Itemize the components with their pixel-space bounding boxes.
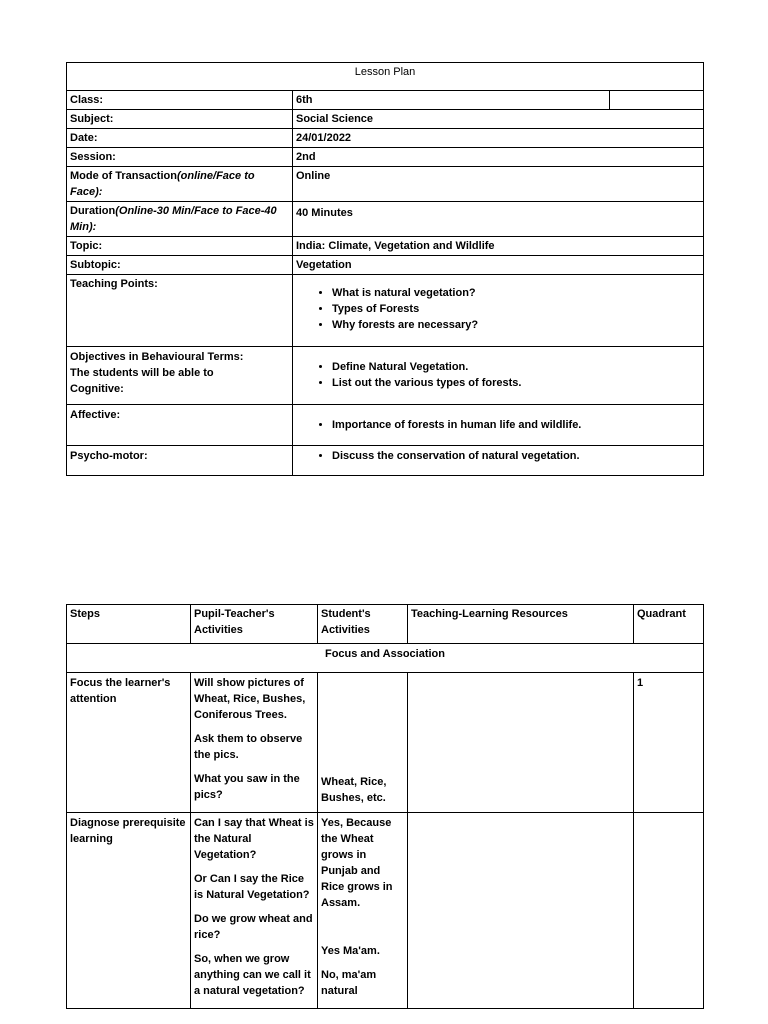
objectives-label-line: Cognitive: xyxy=(70,383,124,395)
teacher-activity: What you saw in the pics? xyxy=(194,773,300,801)
header-steps: Steps xyxy=(67,605,191,644)
section-title: Focus and Association xyxy=(67,644,704,673)
duration-label-italic: (Online-30 Min/Face to Face-40 Min): xyxy=(70,205,277,233)
psychomotor-label: Psycho-motor: xyxy=(67,446,293,476)
teacher-activities-diagnose xyxy=(191,813,318,1009)
quadrant-diagnose xyxy=(634,813,704,1009)
subtopic-value: Vegetation xyxy=(293,256,704,275)
psychomotor-cell xyxy=(293,446,704,476)
steps-table xyxy=(66,604,704,1009)
teacher-activity: Can I say that Wheat is the Natural Vegetation? xyxy=(194,817,314,861)
session-label: Session: xyxy=(67,148,293,167)
student-activities-focus xyxy=(318,673,408,813)
student-activities-diagnose xyxy=(318,813,408,1009)
list-item: • What is natural vegetation? xyxy=(332,285,700,301)
resources-focus xyxy=(408,673,634,813)
affective-label: Affective: xyxy=(67,405,293,446)
class-label: Class: xyxy=(67,91,293,110)
teacher-activity: Or Can I say the Rice is Natural Vegetation? xyxy=(194,873,310,901)
student-activity: Wheat, Rice, Bushes, etc. xyxy=(321,776,387,804)
teacher-activity: Will show pictures of Wheat, Rice, Bushes, Coniferous Trees. xyxy=(194,677,306,721)
topic-label: Topic: xyxy=(67,237,293,256)
objectives-label xyxy=(67,347,293,405)
duration-label xyxy=(67,202,293,237)
mode-label xyxy=(67,167,293,202)
teacher-activities-focus xyxy=(191,673,318,813)
mode-label-italic: (online/Face to Face): xyxy=(70,170,255,198)
header-student-activities: Student's Activities xyxy=(318,605,408,644)
header-quadrant: Quadrant xyxy=(634,605,704,644)
list-item: • List out the various types of forests. xyxy=(332,375,700,391)
subtopic-label: Subtopic: xyxy=(67,256,293,275)
header-resources: Teaching-Learning Resources xyxy=(408,605,634,644)
affective-cell xyxy=(293,405,704,446)
quadrant-focus: 1 xyxy=(634,673,704,813)
student-activity: Yes, Because the Wheat grows in Punjab and Rice grows in Assam. xyxy=(321,817,393,909)
list-item: • Why forests are necessary? xyxy=(332,317,700,333)
lesson-plan-table xyxy=(66,62,704,476)
teaching-points-label: Teaching Points: xyxy=(67,275,293,347)
teaching-points-cell xyxy=(293,275,704,347)
objectives-list xyxy=(296,359,700,391)
class-value: 6th xyxy=(293,91,610,110)
topic-value: India: Climate, Vegetation and Wildlife xyxy=(293,237,704,256)
date-label: Date: xyxy=(67,129,293,148)
list-item: • Types of Forests xyxy=(332,301,700,317)
list-item: • Discuss the conservation of natural vegetation. xyxy=(332,448,700,464)
student-activity: Yes Ma'am. xyxy=(321,945,380,957)
teaching-points-list xyxy=(296,285,700,333)
duration-value: 40 Minutes xyxy=(293,202,704,237)
list-item: • Define Natural Vegetation. xyxy=(332,359,700,375)
header-teacher-activities: Pupil-Teacher's Activities xyxy=(191,605,318,644)
affective-list xyxy=(296,417,700,433)
teacher-activity: Do we grow wheat and rice? xyxy=(194,913,313,941)
objectives-label-line: The students will be able to xyxy=(70,367,214,379)
step-diagnose: Diagnose prerequisite learning xyxy=(67,813,191,1009)
psychomotor-list xyxy=(296,448,700,464)
subject-label: Subject: xyxy=(67,110,293,129)
mode-value: Online xyxy=(293,167,704,202)
lesson-plan-title: Lesson Plan xyxy=(67,63,704,91)
duration-label-main: Duration xyxy=(70,205,116,217)
objectives-label-line: Objectives in Behavioural Terms: xyxy=(70,351,244,363)
mode-label-main: Mode of Transaction xyxy=(70,170,177,182)
subject-value: Social Science xyxy=(293,110,704,129)
resources-diagnose xyxy=(408,813,634,1009)
objectives-cell xyxy=(293,347,704,405)
teacher-activity: So, when we grow anything can we call it a natural vegetation? xyxy=(194,953,311,997)
step-focus: Focus the learner's attention xyxy=(67,673,191,813)
session-value: 2nd xyxy=(293,148,704,167)
student-activity: No, ma'am natural xyxy=(321,969,377,997)
class-extra-cell xyxy=(610,91,704,110)
date-value: 24/01/2022 xyxy=(293,129,704,148)
teacher-activity: Ask them to observe the pics. xyxy=(194,733,303,761)
list-item: • Importance of forests in human life and wildlife. xyxy=(332,417,700,433)
